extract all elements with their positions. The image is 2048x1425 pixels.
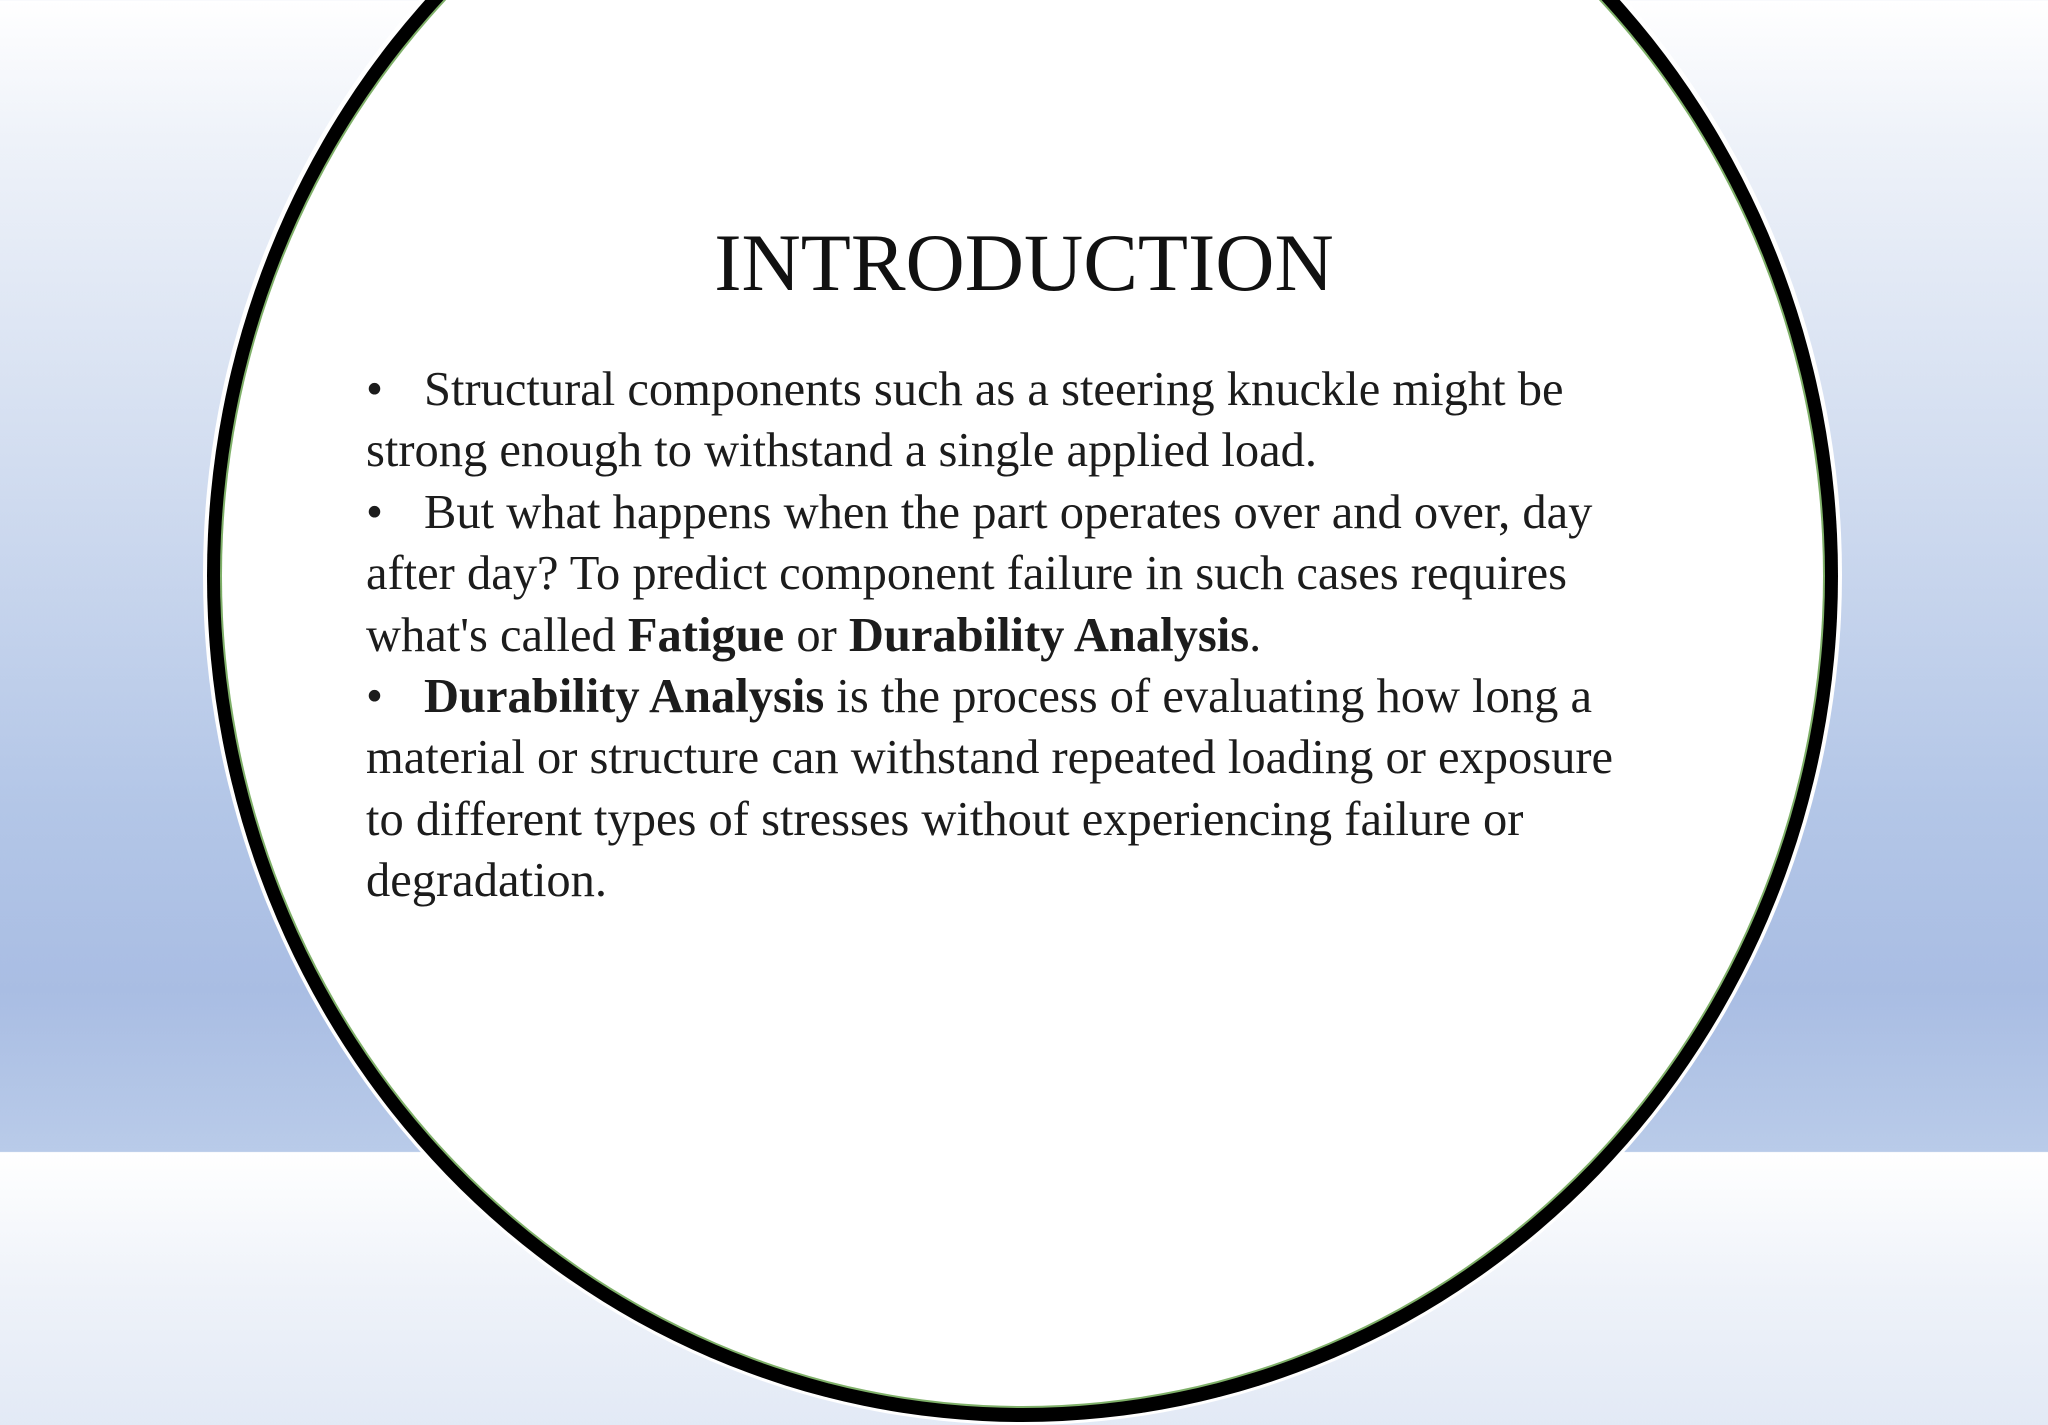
bold-term-durability-analysis: Durability Analysis [848,608,1250,662]
bullet-3-line-2: material or structure can withstand repeated loading or exposure [366,731,1614,785]
bullet-item-1 [366,359,1716,482]
bullet-icon: • [366,670,383,724]
bold-term-fatigue: Fatigue [627,608,785,662]
bullet-item-3 [366,666,1716,912]
slide-title: INTRODUCTION [714,217,1334,308]
bullet-1-line-2: strong enough to withstand a single applied load. [366,424,1317,478]
bold-term-durability-analysis: Durability Analysis [424,670,825,724]
bullet-2-line-3-start: what's called [366,608,628,662]
bullet-2-line-2: after day? To predict component failure in such cases requires [366,547,1567,601]
bullet-item-2 [366,482,1716,666]
bullet-3-line-4: degradation. [366,854,608,908]
bullet-2-period: . [1249,608,1262,662]
bullet-icon: • [366,363,383,416]
bullet-1-line-1: Structural components such as a steering knuckle might be [424,363,1564,416]
bullet-3-line-1: is the process of evaluating how long a [824,670,1592,724]
bullet-icon: • [366,485,383,539]
bullet-3-line-3: to different types of stresses without experiencing failure or [366,792,1524,846]
bullet-2-connector: or [784,608,849,662]
bullet-2-line-1: But what happens when the part operates over and over, day [424,485,1593,539]
slide-body [366,359,1716,912]
